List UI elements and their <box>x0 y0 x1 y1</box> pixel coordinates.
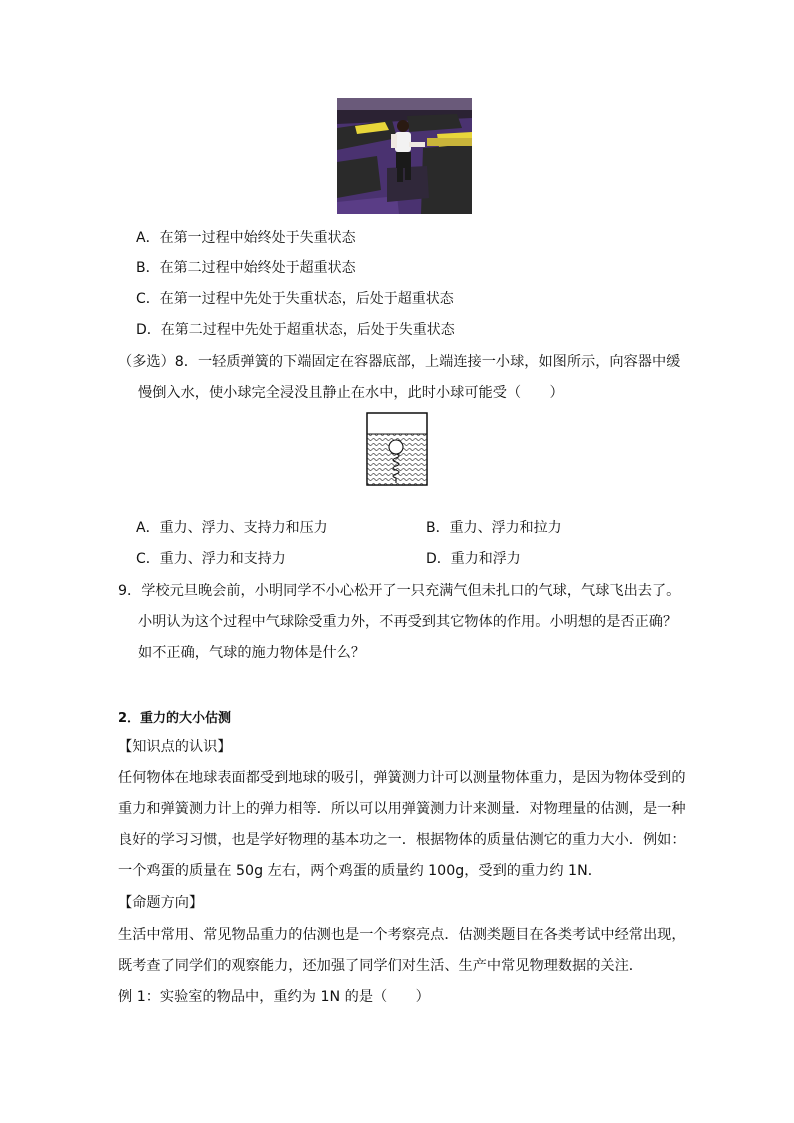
q9-line3: 如不正确，气球的施力物体是什么？ <box>138 645 366 661</box>
q8-option-a: A．重力、浮力、支持力和压力 <box>136 520 328 536</box>
q8-stem-line2: 慢倒入水，使小球完全浸没且静止在水中，此时小球可能受（ ） <box>138 385 564 401</box>
knowledge-line: 任何物体在地球表面都受到地球的吸引，弹簧测力计可以测量物体重力，是因为物体受到的 <box>118 770 686 786</box>
knowledge-line: 良好的学习习惯，也是学好物理的基本功之一．根据物体的质量估测它的重力大小．例如： <box>118 832 686 848</box>
q7-option-d: D．在第二过程中先处于超重状态，后处于失重状态 <box>136 322 455 338</box>
knowledge-title: 【知识点的认识】 <box>118 739 232 755</box>
direction-title: 【命题方向】 <box>118 895 204 911</box>
q9-line1: 9．学校元旦晚会前，小明同学不小心松开了一只充满气但未扎口的气球，气球飞出去了。 <box>118 583 681 599</box>
knowledge-line: 一个鸡蛋的质量在 50g 左右，两个鸡蛋的质量约 100g，受到的重力约 1N． <box>118 863 602 879</box>
q7-option-c: C．在第一过程中先处于失重状态，后处于超重状态 <box>136 291 454 307</box>
q9-line2: 小明认为这个过程中气球除受重力外，不再受到其它物体的作用。小明想的是否正确？ <box>138 614 678 630</box>
knowledge-line: 重力和弹簧测力计上的弹力相等．所以可以用弹簧测力计来测量．对物理量的估测，是一种 <box>118 801 686 817</box>
q8-option-b: B．重力、浮力和拉力 <box>426 520 562 536</box>
direction-line: 既考查了同学们的观察能力，还加强了同学们对生活、生产中常见物理数据的关注． <box>118 958 643 974</box>
section-heading: 2．重力的大小估测 <box>118 711 232 726</box>
direction-line: 生活中常用、常见物品重力的估测也是一个考察亮点．估测类题目在各类考试中经常出现， <box>118 927 686 943</box>
q8-option-c: C．重力、浮力和支持力 <box>136 551 286 567</box>
example-question: 例 1：实验室的物品中，重约为 1N 的是（ ） <box>118 989 430 1005</box>
spring-container-diagram <box>366 412 428 486</box>
trampoline-photo-drawing <box>337 98 472 214</box>
q7-option-b: B．在第二过程中始终处于超重状态 <box>136 260 356 276</box>
trampoline-photo <box>337 98 472 214</box>
q7-option-a: A．在第一过程中始终处于失重状态 <box>136 230 356 246</box>
q8-stem-line1: （多选）8．一轻质弹簧的下端固定在容器底部，上端连接一小球，如图所示，向容器中缓 <box>118 354 681 370</box>
q8-option-d: D．重力和浮力 <box>426 551 521 567</box>
